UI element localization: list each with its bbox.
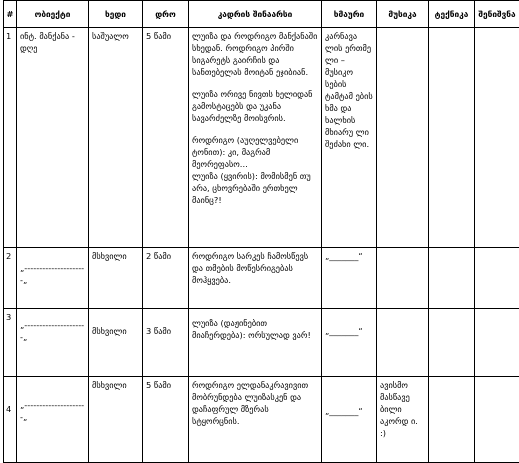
header-object: ობიექტი [17,1,89,28]
row-content [189,28,322,248]
row-sound: კარნავა ლის ერთმე ლი – მუსიკო სების ტამტამ ების ხმა და ხალხის მხიარუ ლი შეძახი ლი. [322,28,377,248]
header-row [4,1,519,28]
row-number: 4 [4,377,17,463]
header-music: მუსიკა [377,1,429,28]
row-sound: „_______“ [322,309,377,377]
row-content: ლუიზა (დაჟინებით მიაჩერდება): ორსულად ვარ! [189,309,322,377]
row-music: ავისმო მასწავე ბილი აკორდ ი. :) [377,377,429,463]
row-note [475,28,519,248]
row-music [377,248,429,309]
row-tech [429,248,475,309]
row-number: 1 [4,28,17,248]
row-music [377,28,429,248]
row-time: 5 წამი [143,28,189,248]
row-time: 5 წამი [143,377,189,463]
row-object: ინტ. მანქანა - დღე [17,28,89,248]
row-note [475,248,519,309]
row-content: როდრიგო ელდანაკრავივით მობრუნდება ლუიზასკენ და დაჩაფრულ მზერას სტყორცნის. [189,377,322,463]
row-tech [429,28,475,248]
content-paragraph: ლუიზა (ყვირის): მომისმენ თუ არა, ცხოვრებაში ერთხელ მაინც?! [192,171,311,205]
row-object: „---------------------„ [17,377,89,463]
content-paragraph: როდრიგო (აუღელვებელი ტონით): კი, მაგრამ მეორეფასო... [192,135,299,169]
table-row [4,309,519,377]
storyboard-table [3,0,519,463]
header-sound: ხმაური [322,1,377,28]
row-note [475,377,519,463]
row-sound: „_______“ [322,377,377,463]
row-shot: მსხვილი [89,248,143,309]
header-note: შენიშვნა [475,1,519,28]
row-music [377,309,429,377]
row-tech [429,377,475,463]
table-row [4,28,519,248]
header-content: კადრის შინაარსი [189,1,322,28]
row-object: „---------------------„ [17,248,89,309]
header-shot: ხედი [89,1,143,28]
row-number: 3 [4,309,17,377]
row-sound: „_______“ [322,248,377,309]
header-tech: ტექნიკა [429,1,475,28]
table-row [4,377,519,463]
row-shot: საშუალო [89,28,143,248]
row-object: „---------------------„ [17,309,89,377]
content-paragraph: ლუიზა ორივე ნივთს ხელიდან გამოსტაცებს და უკანა სავარძელზე მოისვრის. [192,89,313,123]
table-row [4,248,519,309]
header-time: დრო [143,1,189,28]
row-number: 2 [4,248,17,309]
row-shot: მსხვილი [89,309,143,377]
header-number: # [4,1,17,28]
row-note [475,309,519,377]
content-paragraph: ლუიზა და როდრიგო მანქანაში სხედან. როდრიგო პირში სიგარეტს გაირჩის და სანთებელას მოიტან ეჯიბიან. [192,31,318,77]
row-shot: მსხვილი [89,377,143,463]
row-time: 3 წამი [143,309,189,377]
row-tech [429,309,475,377]
row-time: 2 წამი [143,248,189,309]
row-content: როდრიგო სარკეს ჩამოსწევს და თმების მოწესრიგებას მოჰყვება. [189,248,322,309]
